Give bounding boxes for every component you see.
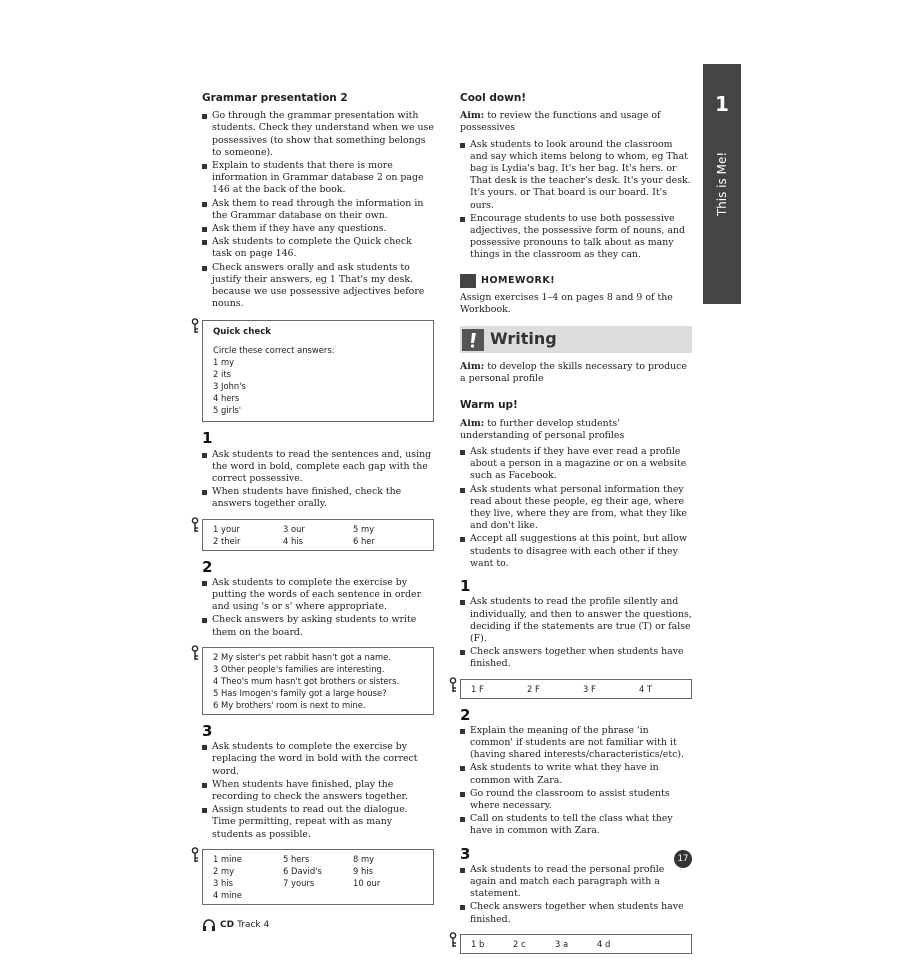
unit-number: 1 <box>715 92 729 116</box>
answer: 1 mine <box>213 853 242 864</box>
answer: 2 My sister's pet rabbit hasn't got a name. <box>213 651 391 662</box>
grammar-presentation-heading: Grammar presentation 2 <box>202 92 348 104</box>
exercise-number: 2 <box>460 705 471 724</box>
quick-check-answer: 4 hers <box>213 393 240 404</box>
cd-track <box>202 919 434 931</box>
list-item: Accept all suggestions at this point, but allow students to disagree with each other if they want to. <box>460 533 692 570</box>
list-item: Assign students to read out the dialogue. Time permitting, repeat with as many students as possible. <box>202 804 434 841</box>
list-item: Ask students to complete the exercise by putting the words of each sentence in order and using 's or s' where appropriate. <box>202 577 434 614</box>
aim: Aim: to develop the skills necessary to produce a personal profile <box>460 361 687 385</box>
answer: 4 his <box>283 535 303 546</box>
answer-box <box>202 647 434 715</box>
answer: 9 his <box>353 865 373 876</box>
answer: 5 my <box>353 523 375 534</box>
answer: 4 d <box>597 938 611 949</box>
answer: 2 F <box>527 683 540 694</box>
quick-check-answer: 2 its <box>213 369 231 380</box>
writing-banner <box>460 326 692 353</box>
list-item: Ask students to read the personal profile again and match each paragraph with a statement. <box>460 864 692 901</box>
quick-check-answer: 1 my <box>213 357 235 368</box>
answer: 1 your <box>213 523 240 534</box>
unit-tab <box>703 64 741 304</box>
aim: Aim: to further develop students' understanding of personal profiles <box>460 417 625 441</box>
list-item: Check answers together when students have finished. <box>460 901 692 925</box>
answer: 6 David's <box>283 865 322 876</box>
unit-title: This is Me! <box>715 151 729 217</box>
answer: 2 their <box>213 535 241 546</box>
answer: 10 our <box>353 877 381 888</box>
key-icon <box>190 318 200 334</box>
answer-box <box>460 679 692 699</box>
key-icon <box>448 677 458 693</box>
exercise-number: 1 <box>460 577 471 596</box>
answer: 2 my <box>213 865 235 876</box>
list-item: Explain to students that there is more information in Grammar database 2 on page 146 at the back of the book. <box>202 160 434 197</box>
quick-check-box <box>202 320 434 422</box>
list-item: Go round the classroom to assist students where necessary. <box>460 788 692 812</box>
answer: 3 Other people's families are interesting. <box>213 663 385 674</box>
answer: 3 our <box>283 523 305 534</box>
headphones-icon <box>202 919 216 931</box>
aim: Aim: to review the functions and usage of possessives <box>460 110 661 134</box>
left-column <box>202 92 434 931</box>
answer: 7 yours <box>283 877 315 888</box>
writing-title: Writing <box>490 329 557 349</box>
answer: 1 b <box>471 938 485 949</box>
answer: 6 her <box>353 535 375 546</box>
answer: 3 F <box>583 683 596 694</box>
list-item: Ask them to read through the information in the Grammar database on their own. <box>202 198 434 222</box>
answer-box <box>202 849 434 905</box>
list-item: Ask students to read the sentences and, using the word in bold, complete each gap with the correct possessive. <box>202 449 434 486</box>
exclamation-icon <box>462 329 484 351</box>
list-item: Ask them if they have any questions. <box>202 223 434 235</box>
answer: 3 a <box>555 938 569 949</box>
key-icon <box>190 847 200 863</box>
list-item: Ask students what personal information they read about these people, eg their age, where they live, where they are from, what they like and don't like. <box>460 484 692 533</box>
answer: 2 c <box>513 938 526 949</box>
cd-label: CD <box>220 919 235 930</box>
warm-up-heading: Warm up! <box>460 399 518 412</box>
answer: 8 my <box>353 853 375 864</box>
list-item: When students have finished, play the recording to check the answers together. <box>202 779 434 803</box>
answer: 1 F <box>471 683 484 694</box>
key-icon <box>448 932 458 948</box>
answer: 3 his <box>213 877 233 888</box>
answer-box <box>460 934 692 954</box>
page-number: 17 <box>674 850 692 868</box>
homework-text: Assign exercises 1–4 on pages 8 and 9 of the Workbook. <box>460 291 673 315</box>
list-item: Go through the grammar presentation with students. Check they understand when we use possessives (to show that something belongs to someone). <box>202 110 434 159</box>
list-item: Ask students to complete the exercise by replacing the word in bold with the correct word. <box>202 741 434 778</box>
exercise-number: 1 <box>202 429 213 448</box>
answer-box <box>202 519 434 551</box>
quick-check-answer: 5 girls' <box>213 405 242 416</box>
answer: 4 T <box>639 683 653 694</box>
list-item: Check answers by asking students to write them on the board. <box>202 614 434 638</box>
homework-icon <box>460 274 476 288</box>
cool-down-heading: Cool down! <box>460 92 527 104</box>
answer: 5 Has Imogen's family got a large house? <box>213 687 387 698</box>
homework-heading: HOMEWORK! <box>460 274 692 288</box>
quick-check-title: Quick check <box>213 327 272 338</box>
exercise-number: 2 <box>202 557 213 576</box>
track-label: Track 4 <box>237 919 270 930</box>
right-column <box>460 92 692 960</box>
key-icon <box>190 517 200 533</box>
list-item: Ask students to look around the classroom and say which items belong to whom, eg That bag is Lydia's bag. It's her bag. It's hers. or That desk is the teacher's desk. It's your desk. It's yours. or That board is our board. It's ours. <box>460 139 692 212</box>
answer: 6 My brothers' room is next to mine. <box>213 699 366 710</box>
list-item: Ask students to complete the Quick check task on page 146. <box>202 236 434 260</box>
list-item: Explain the meaning of the phrase 'in common' if students are not familiar with it (having shared interests/characteristics/etc). <box>460 725 692 762</box>
quick-check-answer: 3 John's <box>213 381 246 392</box>
list-item: Check answers together when students have finished. <box>460 646 692 670</box>
exercise-number: 3 <box>202 721 213 740</box>
exercise-number: 3 <box>460 844 471 863</box>
list-item: Call on students to tell the class what they have in common with Zara. <box>460 813 692 837</box>
quick-check-intro: Circle these correct answers: <box>213 345 335 356</box>
key-icon <box>190 645 200 661</box>
answer: 5 hers <box>283 853 310 864</box>
list-item: Ask students if they have ever read a profile about a person in a magazine or on a website such as Facebook. <box>460 446 692 483</box>
list-item: When students have finished, check the answers together orally. <box>202 486 434 510</box>
grammar-presentation-list <box>202 110 434 310</box>
list-item: Check answers orally and ask students to justify their answers, eg 1 That's my desk. because we use possessive adjectives before nouns. <box>202 262 434 311</box>
list-item: Encourage students to use both possessive adjectives, the possessive form of nouns, and possessive pronouns to talk about as many things in the classroom as they can. <box>460 213 692 262</box>
list-item: Ask students to write what they have in common with Zara. <box>460 762 692 786</box>
answer: 4 mine <box>213 889 242 900</box>
answer: 4 Theo's mum hasn't got brothers or sisters. <box>213 675 400 686</box>
list-item: Ask students to read the profile silently and individually, and then to answer the questions, deciding if the statements are true (T) or false (F). <box>460 596 692 645</box>
